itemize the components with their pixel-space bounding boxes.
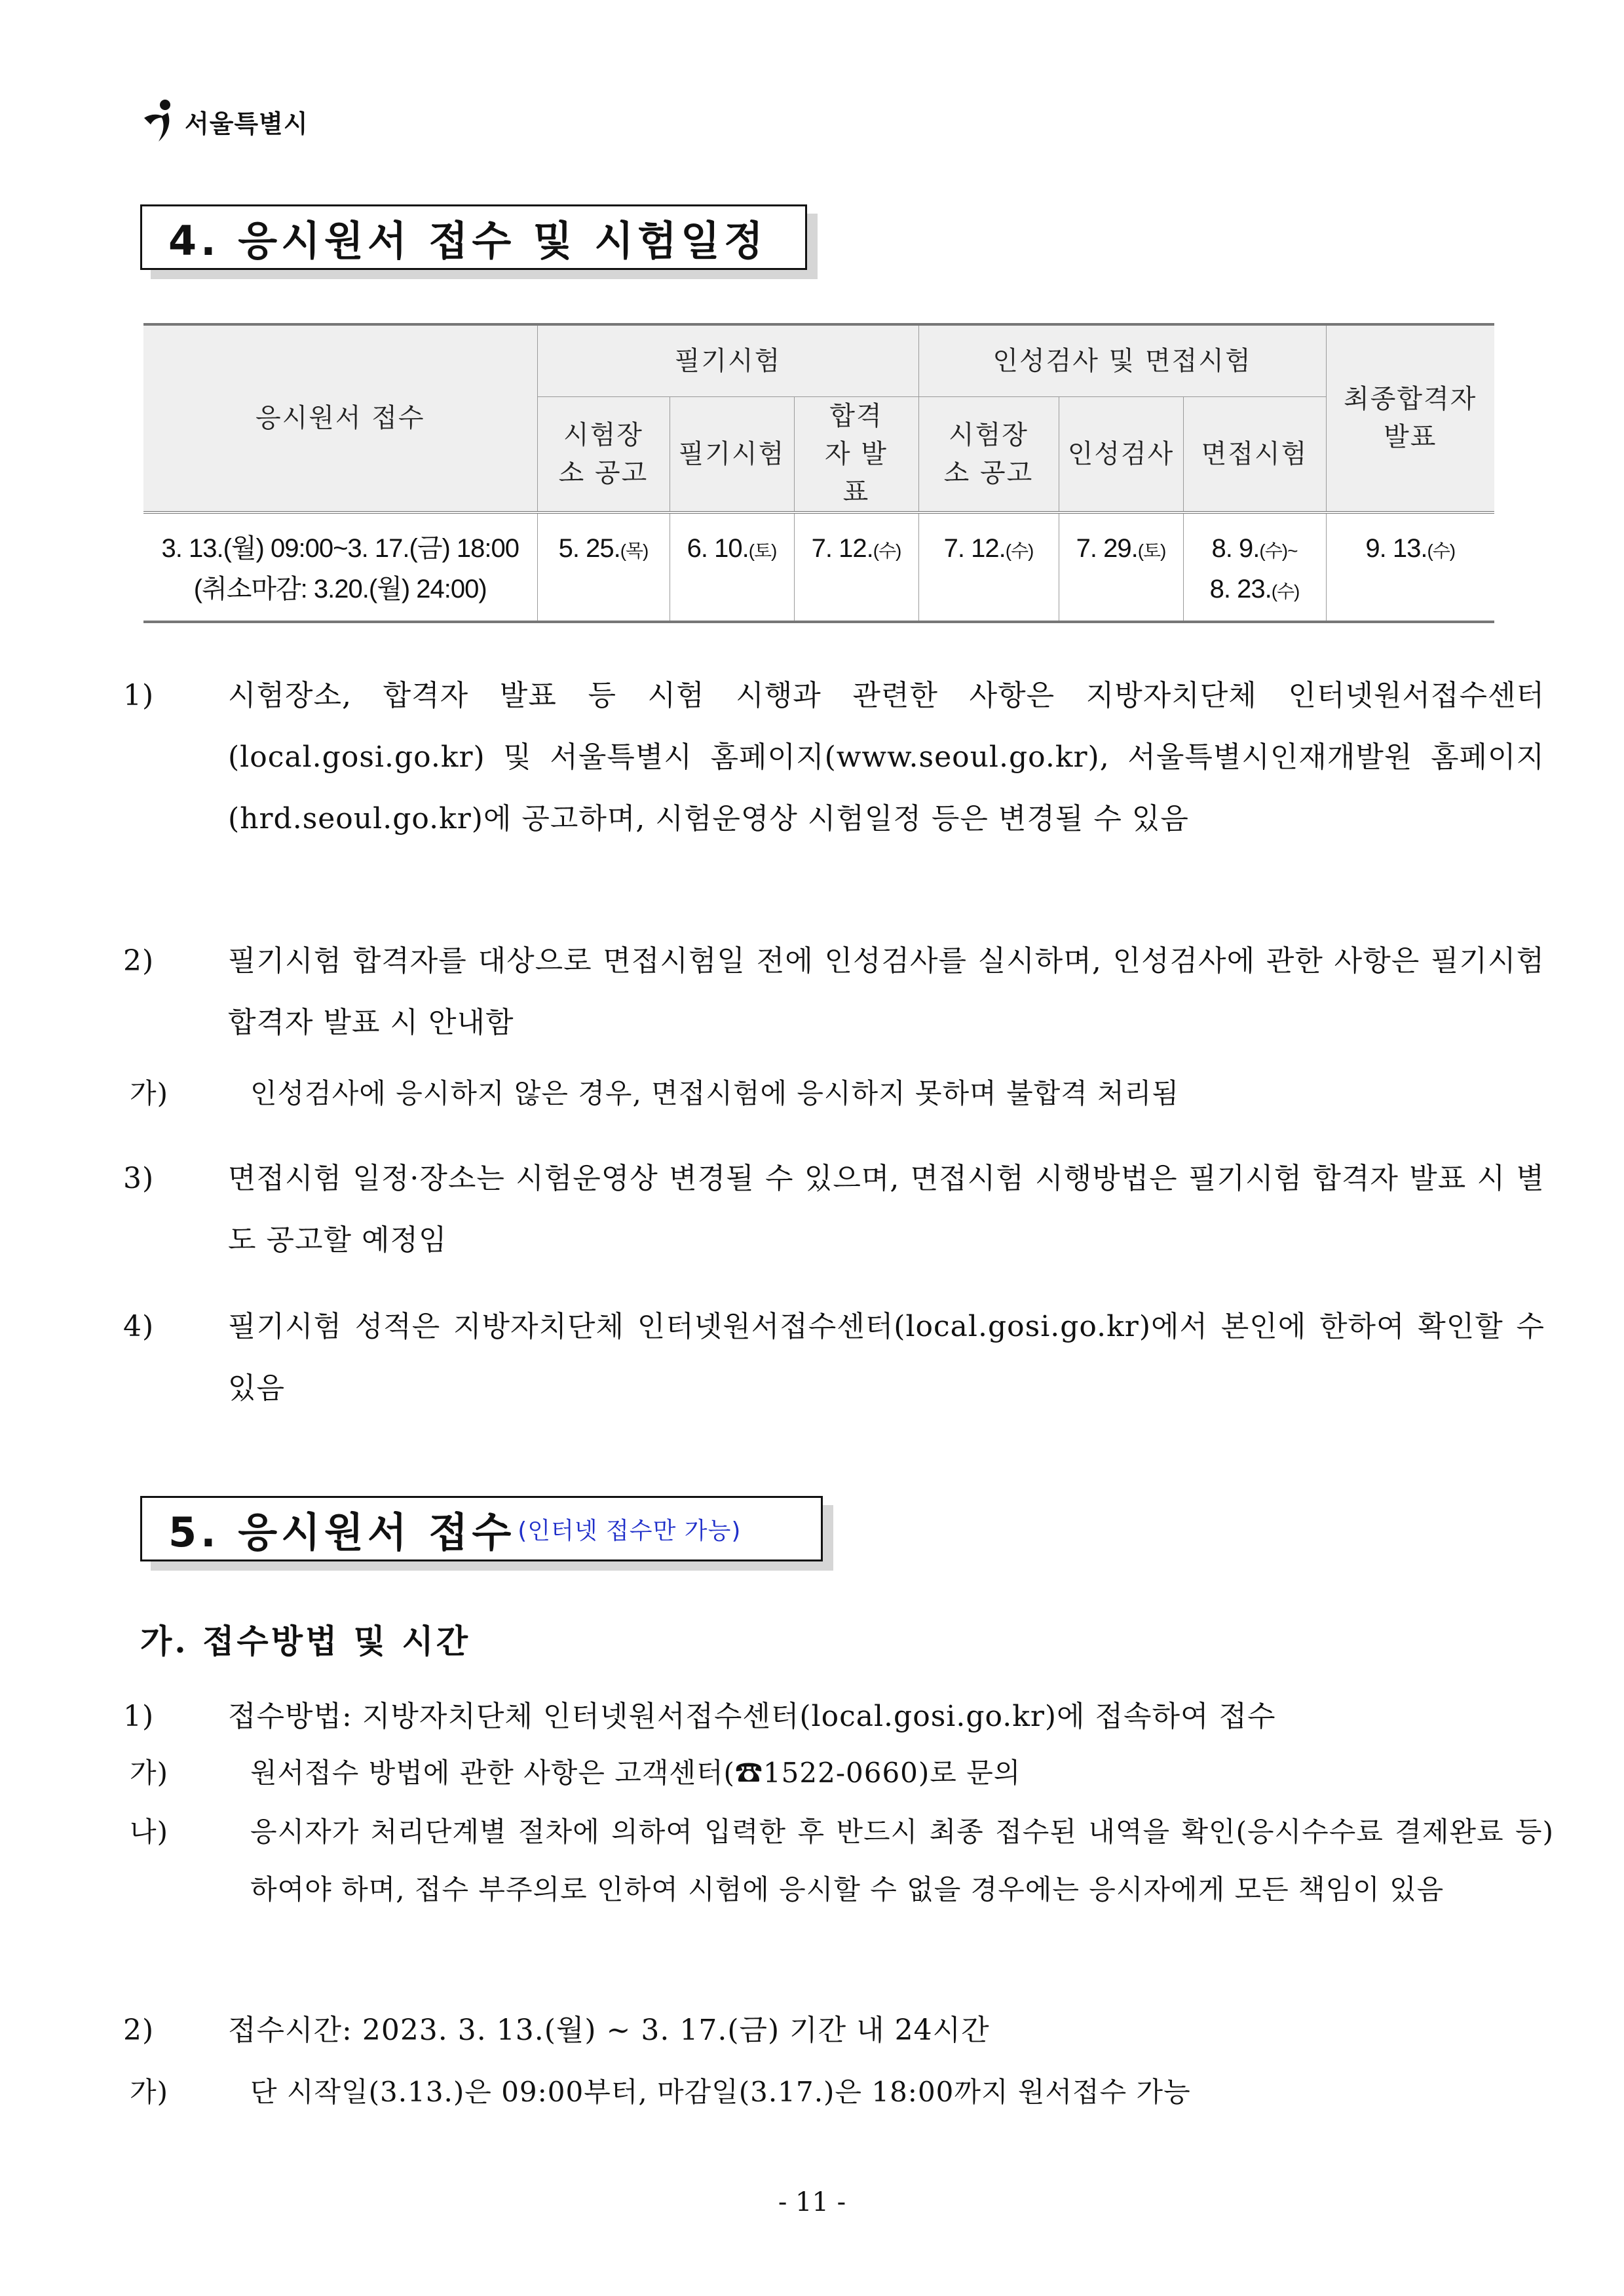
item-2: 2) 접수시간: 2023. 3. 13.(월) ~ 3. 17.(금) 기간 내 24시간 <box>123 2014 990 2047</box>
cell-aptitude: 7. 29.(토) <box>1059 512 1183 622</box>
note-2: 2) 필기시험 합격자를 대상으로 면접시험일 전에 인성검사를 실시하며, 인성검사에 관한 사항은 필기시험 합격자 발표 시 안내함 <box>123 944 1545 1039</box>
header-final-announcement: 최종합격자 발표 <box>1326 324 1494 512</box>
cell-written-venue: 5. 25.(목) <box>537 512 670 622</box>
subsection-title: 가. 접수방법 및 시간 <box>140 1622 471 1660</box>
cell-written-pass: 7. 12.(수) <box>794 512 918 622</box>
cell-interview-venue: 7. 12.(수) <box>918 512 1059 622</box>
table-row <box>143 512 1494 622</box>
header-written-pass: 합격자 발표 <box>794 396 918 512</box>
seoul-logo <box>139 98 309 144</box>
note-3: 3) 면접시험 일정·장소는 시험운영상 변경될 수 있으며, 면접시험 시행방법은 필기시험 합격자 발표 시 별도 공고할 예정임 <box>123 1162 1545 1257</box>
exam-schedule-table <box>143 323 1494 623</box>
item-1: 1) 접수방법: 지방자치단체 인터넷원서접수센터(local.gosi.go.kr)에 접속하여 접수 <box>123 1700 1276 1733</box>
item-1-sub-b: 나) 응시자가 처리단계별 절차에 의하여 입력한 후 반드시 최종 접수된 내역을 확인(응시수수료 결제완료 등) 하여야 하며, 접수 부주의로 인하여 시험에 응시할 수 없을 경우에는 응시자에게 모든 책임이 있음 <box>130 1816 1554 1905</box>
item-1-sub-a: 가) 원서접수 방법에 관한 사항은 고객센터(☎1522-0660)로 문의 <box>130 1757 1021 1789</box>
application-period: 3. 13.(월) 09:00~3. 17.(금) 18:00 <box>161 533 519 563</box>
header-written-exam: 필기시험 <box>670 396 794 512</box>
header-interview-group: 인성검사 및 면접시험 <box>918 324 1326 396</box>
cell-written-exam: 6. 10.(토) <box>670 512 794 622</box>
header-interview-venue: 시험장소 공고 <box>918 396 1059 512</box>
header-interview: 면접시험 <box>1183 396 1326 512</box>
section-5-title: 5. 응시원서 접수 <box>168 1508 516 1556</box>
page-number: - 11 - <box>778 2187 846 2217</box>
note-2-sub-a: 가) 인성검사에 응시하지 않은 경우, 면접시험에 응시하지 못하며 불합격 처리됨 <box>130 1077 1179 1109</box>
section-4-title: 4. 응시원서 접수 및 시험일정 <box>168 216 767 265</box>
section-4-heading <box>140 204 807 270</box>
org-name: 서울특별시 <box>185 109 309 138</box>
section-5-title-note: (인터넷 접수만 가능) <box>518 1517 742 1544</box>
item-2-sub-a: 가) 단 시작일(3.13.)은 09:00부터, 마감일(3.17.)은 18:00까지 원서접수 가능 <box>130 2076 1191 2108</box>
seoul-emblem-icon <box>139 98 181 144</box>
cell-application <box>143 512 537 622</box>
section-5-heading <box>140 1496 823 1561</box>
header-application: 응시원서 접수 <box>143 324 537 512</box>
header-written-venue: 시험장소 공고 <box>537 396 670 512</box>
cell-interview: 8. 9.(수)~ 8. 23.(수) <box>1183 512 1326 622</box>
cell-final: 9. 13.(수) <box>1326 512 1494 622</box>
note-4: 4) 필기시험 성적은 지방자치단체 인터넷원서접수센터(local.gosi.go.kr)에서 본인에 한하여 확인할 수 있음 <box>123 1310 1545 1405</box>
header-aptitude-test: 인성검사 <box>1059 396 1183 512</box>
cancel-deadline: (취소마감: 3.20.(월) 24:00) <box>193 574 487 603</box>
header-written-exam-group: 필기시험 <box>537 324 918 396</box>
note-1: 1) 시험장소, 합격자 발표 등 시험 시행과 관련한 사항은 지방자치단체 인터넷원서접수센터(local.gosi.go.kr) 및 서울특별시 홈페이지(www.seoul.go.kr), 서울특별시인재개발원 홈페이지(hrd.seoul.go.kr)에 공고하며, 시험운영상 시험일정 등은 변경될 수 있음 <box>123 679 1545 835</box>
